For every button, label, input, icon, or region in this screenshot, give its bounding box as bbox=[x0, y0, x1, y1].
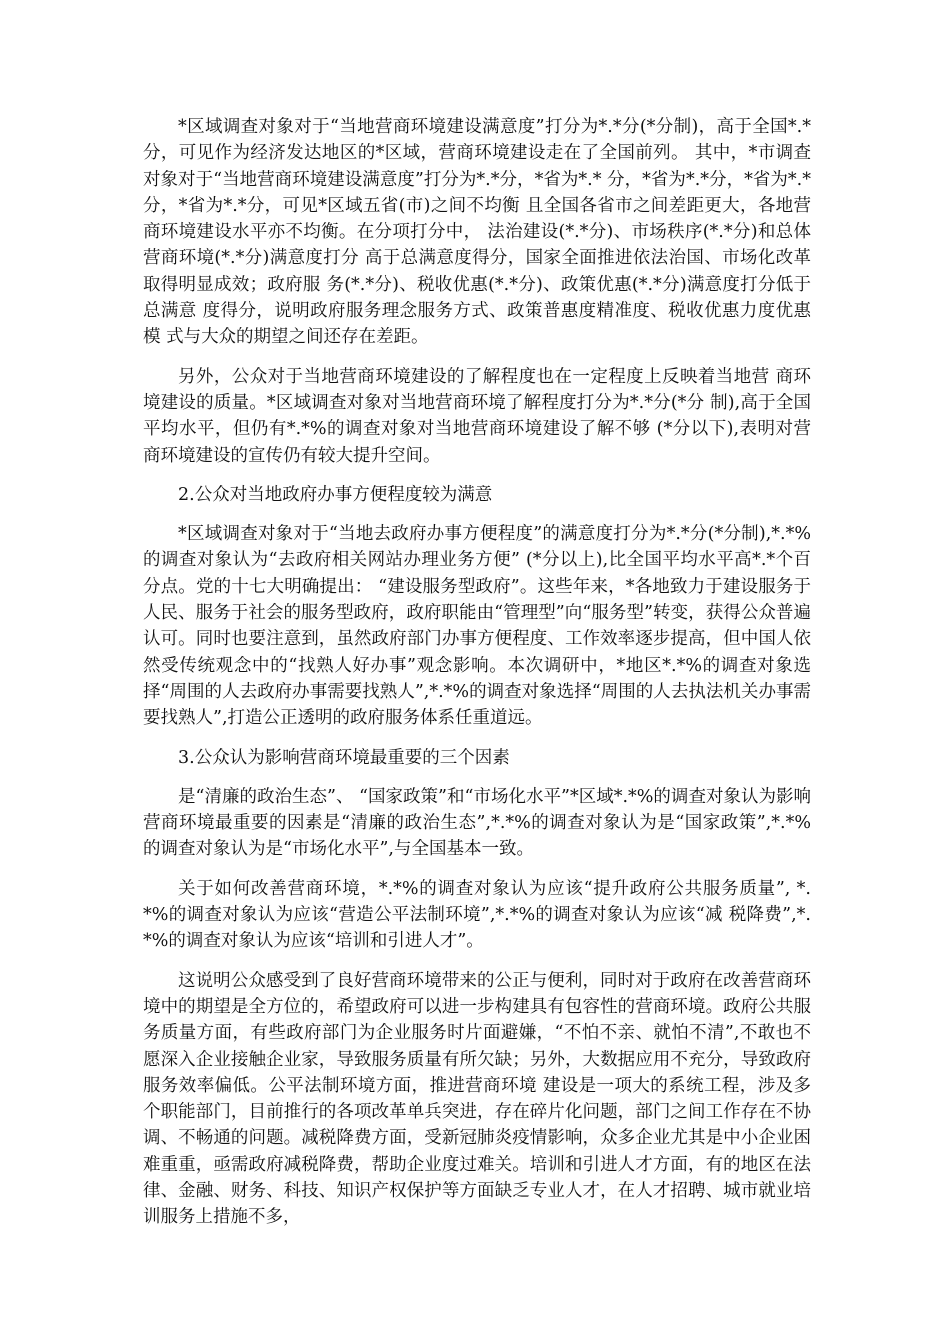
paragraph-public-expectations: 这说明公众感受到了良好营商环境带来的公正与便利，同时对于政府在改善营商环境中的期望是全方位的，希望政府可以进一步构建具有包容性的营商环境。政府公共服务质量方面，有些政府部门为企业服务时片面避嫌，“不怕不亲、就怕不清”,不敢也不愿深入企业接触企业家，导致服务质量有所欠缺；另外，大数据应用不充分，导致政府服务效率偏低。公平法制环境方面，推进营商环境 建设是一项大的系统工程，涉及多个职能部门，目前推行的各项改革单兵突进，存在碎片化问题，部门之间工作存在不协调、不畅通的问题。减税降费方面，受新冠肺炎疫情影响，众多企业尤其是中小企业困难重重，亟需政府减税降费，帮助企业度过难关。培训和引进人才方面，有的地区在法律、金融、财务、科技、知识产权保护等方面缺乏专业人才，在人才招聘、城市就业培训服务上措施不多， bbox=[143, 970, 811, 1228]
section-heading-3: 3.公众认为影响营商环境最重要的三个因素 bbox=[178, 747, 510, 768]
document-body bbox=[143, 114, 811, 1244]
paragraph-three-factors: 是“清廉的政治生态”、 “国家政策”和“市场化水平”*区域*.*%的调查对象认为影响营商环境最重要的因素是“清廉的政治生态”,*.*%的调查对象认为是“国家政策”,*.*%的调查对象认为是“市场化水平”,与全国基本一致。 bbox=[143, 786, 811, 860]
paragraph-public-understanding: 另外，公众对于当地营商环境建设的了解程度也在一定程度上反映着当地营 商环境建设的质量。*区域调查对象对当地营商环境了解程度打分为*.*分(*分 制),高于全国平均水平，但仍有*.*%的调查对象对当地营商环境建设了解不够 (*分以下),表明对营商环境建设的宣传仍有较大提升空间。 bbox=[143, 366, 811, 466]
paragraph-government-convenience: *区域调查对象对于“当地去政府办事方便程度”的满意度打分为*.*分(*分制),*.*%的调查对象认为“去政府相关网站办理业务方便” (*分以上),比全国平均水平高*.*个百分点。党的十七大明确提出： “建设服务型政府”。这些年来，*各地致力于建设服务于人民、服务于社会的服务型政府，政府职能由“管理型”向“服务型”转变，获得公众普遍认可。同时也要注意到，虽然政府部门办事方便程度、工作效率逐步提高，但中国人依然受传统观念中的“找熟人好办事”观念影响。本次调研中，*地区*.*%的调查对象选择“周围的人去政府办事需要找熟人”,*.*%的调查对象选择“周围的人去执法机关办事需要找熟人”,打造公正透明的政府服务体系任重道远。 bbox=[143, 524, 811, 729]
paragraph-improvement-suggestions: 关于如何改善营商环境，*.*%的调查对象认为应该“提升政府公共服务质量”, *.*%的调查对象认为应该“营造公平法制环境”,*.*%的调查对象认为应该“减 税降费”,*.*%的调查对象认为应该“培训和引进人才”。 bbox=[143, 878, 811, 952]
paragraph-regional-satisfaction: *区域调查对象对于“当地营商环境建设满意度”打分为*.*分(*分制)，高于全国*.*分，可见作为经济发达地区的*区域，营商环境建设走在了全国前列。 其中，*市调查对象对于“当地营商环境建设满意度”打分为*.*分，*省为*.* 分，*省为*.*分，*省为*.*分，*省为*.*分，可见*区域五省(市)之间不均衡 且全国各省市之间差距更大，各地营商环境建设水平亦不均衡。在分项打分中， 法治建设(*.*分)、市场秩序(*.*分)和总体营商环境(*.*分)满意度打分 高于总满意度得分，国家全面推进依法治国、市场化改革取得明显成效；政府服 务(*.*分)、税收优惠(*.*分)、政策优惠(*.*分)满意度打分低于总满意 度得分，说明政府服务理念服务方式、政策普惠度精准度、税收优惠力度优惠模 式与大众的期望之间还存在差距。 bbox=[143, 117, 811, 348]
section-heading-2: 2.公众对当地政府办事方便程度较为满意 bbox=[178, 484, 493, 505]
